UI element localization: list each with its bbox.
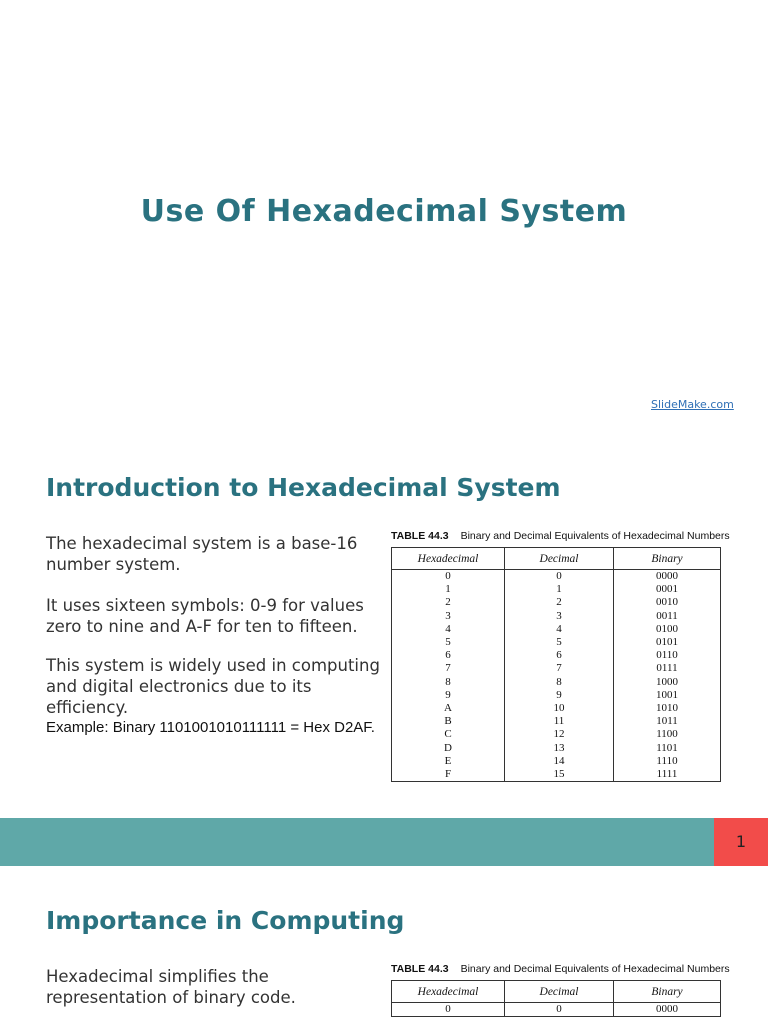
table-caption-text: Binary and Decimal Equivalents of Hexadecimal Numbers — [460, 530, 730, 542]
section-heading-introduction: Introduction to Hexadecimal System — [46, 473, 561, 502]
table-cell: 5 — [392, 636, 505, 649]
table-row — [392, 768, 721, 782]
table-row — [392, 728, 721, 741]
table-cell: 0011 — [614, 610, 721, 623]
table-row — [392, 583, 721, 596]
hex-equivalents-table — [391, 547, 721, 782]
intro-paragraph-3: This system is widely used in computing and digital electronics due to its efficiency. — [46, 656, 380, 717]
table-cell: 0000 — [614, 570, 721, 584]
intro-paragraph-1: The hexadecimal system is a base-16 number system. — [46, 534, 358, 574]
table-cell: 0 — [505, 570, 614, 584]
table-cell: E — [392, 755, 505, 768]
table-cell: 6 — [505, 649, 614, 662]
section-heading-importance: Importance in Computing — [46, 906, 405, 935]
table-row — [392, 755, 721, 768]
column-header-hexadecimal: Hexadecimal — [392, 981, 505, 1003]
column-header-hexadecimal: Hexadecimal — [392, 548, 505, 570]
slidemake-link[interactable]: SlideMake.com — [651, 398, 734, 411]
page-number: 1 — [714, 818, 768, 866]
column-header-binary: Binary — [614, 548, 721, 570]
table-row — [392, 649, 721, 662]
table-cell: 0 — [392, 570, 505, 584]
table-row — [392, 689, 721, 702]
table-row — [392, 702, 721, 715]
table-cell: D — [392, 741, 505, 754]
table-caption-2 — [391, 963, 730, 975]
table-cell: 7 — [505, 662, 614, 675]
table-cell: 12 — [505, 728, 614, 741]
table-cell: C — [392, 728, 505, 741]
table-cell: 2 — [505, 596, 614, 609]
table-cell: 5 — [505, 636, 614, 649]
table-cell: 1110 — [614, 755, 721, 768]
column-header-decimal: Decimal — [505, 981, 614, 1003]
table-cell: 8 — [505, 676, 614, 689]
table-row — [392, 636, 721, 649]
table-cell: F — [392, 768, 505, 782]
table-row — [392, 610, 721, 623]
table-cell: 2 — [392, 596, 505, 609]
table-caption-label-2: TABLE 44.3 — [391, 963, 449, 975]
table-cell: B — [392, 715, 505, 728]
table-row — [392, 570, 721, 584]
table-cell: A — [392, 702, 505, 715]
table-cell: 4 — [505, 623, 614, 636]
table-row — [392, 596, 721, 609]
importance-paragraph-1: Hexadecimal simplifies the representation of binary code. — [46, 967, 296, 1007]
table-cell: 1010 — [614, 702, 721, 715]
table-caption-label: TABLE 44.3 — [391, 530, 449, 542]
table-cell: 1000 — [614, 676, 721, 689]
table-cell: 1111 — [614, 768, 721, 782]
intro-paragraph-2: It uses sixteen symbols: 0-9 for values zero to nine and A-F for ten to fifteen. — [46, 596, 364, 636]
table-caption — [391, 530, 730, 542]
table-cell: 0101 — [614, 636, 721, 649]
table-row — [392, 715, 721, 728]
table-row — [392, 741, 721, 754]
table-cell: 7 — [392, 662, 505, 675]
table-cell: 3 — [392, 610, 505, 623]
slide-title: Use Of Hexadecimal System — [140, 194, 628, 229]
table-cell: 9 — [505, 689, 614, 702]
table-cell: 0111 — [614, 662, 721, 675]
table-cell: 13 — [505, 741, 614, 754]
table-cell: 0 — [392, 1003, 505, 1017]
column-header-decimal: Decimal — [505, 548, 614, 570]
hex-table-figure — [391, 530, 730, 782]
table-cell: 9 — [392, 689, 505, 702]
table-cell: 1011 — [614, 715, 721, 728]
table-cell: 1100 — [614, 728, 721, 741]
hex-table-figure-2 — [391, 963, 730, 1017]
table-cell: 1101 — [614, 741, 721, 754]
hex-equivalents-table-2 — [391, 980, 721, 1017]
table-cell: 0110 — [614, 649, 721, 662]
table-cell: 6 — [392, 649, 505, 662]
table-row — [392, 1003, 721, 1017]
intro-example: Example: Binary 1101001010111111 = Hex D2AF. — [46, 719, 375, 736]
table-cell: 0010 — [614, 596, 721, 609]
table-row — [392, 662, 721, 675]
table-cell: 3 — [505, 610, 614, 623]
table-cell: 0100 — [614, 623, 721, 636]
table-cell: 8 — [392, 676, 505, 689]
table-cell: 15 — [505, 768, 614, 782]
table-cell: 1 — [392, 583, 505, 596]
table-cell: 1001 — [614, 689, 721, 702]
table-cell: 0000 — [614, 1003, 721, 1017]
table-cell: 4 — [392, 623, 505, 636]
table-cell: 14 — [505, 755, 614, 768]
table-cell: 0001 — [614, 583, 721, 596]
table-row — [392, 676, 721, 689]
table-cell: 11 — [505, 715, 614, 728]
table-row — [392, 623, 721, 636]
column-header-binary: Binary — [614, 981, 721, 1003]
table-cell: 1 — [505, 583, 614, 596]
table-caption-text-2: Binary and Decimal Equivalents of Hexadecimal Numbers — [460, 963, 730, 975]
table-cell: 0 — [505, 1003, 614, 1017]
table-cell: 10 — [505, 702, 614, 715]
slide-footer-bar — [0, 818, 768, 866]
